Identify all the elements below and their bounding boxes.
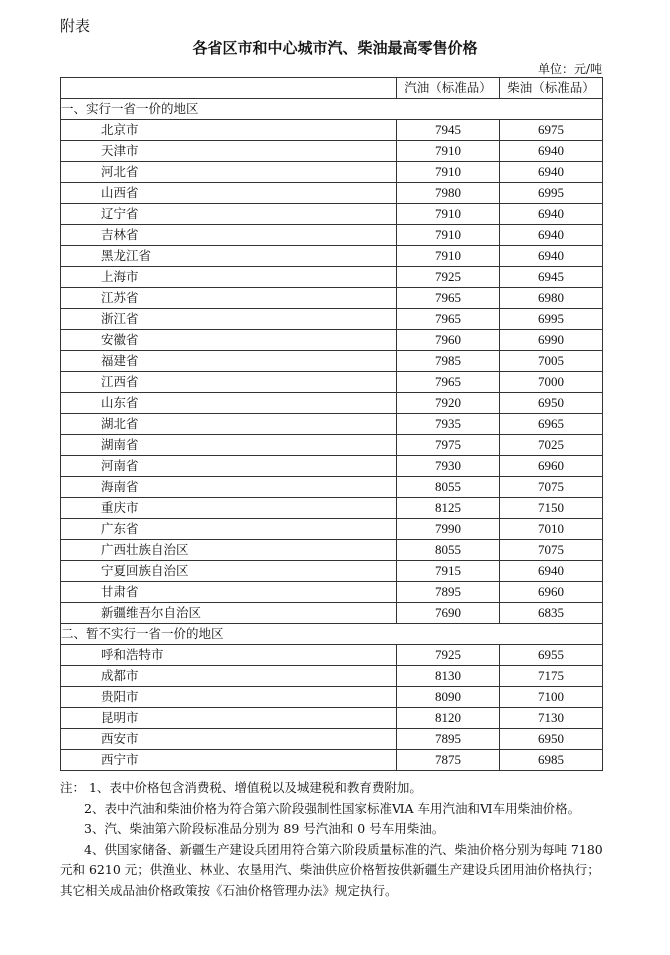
region-cell: 西安市: [61, 729, 397, 750]
region-cell: 宁夏回族自治区: [61, 561, 397, 582]
unit-label: 单位：元/吨: [537, 62, 602, 76]
diesel-price-cell: 7175: [500, 666, 603, 687]
diesel-price-cell: 6980: [500, 288, 603, 309]
gasoline-price-cell: 7960: [397, 330, 500, 351]
gasoline-price-cell: 7935: [397, 414, 500, 435]
gasoline-price-cell: 7895: [397, 729, 500, 750]
gasoline-price-cell: 7875: [397, 750, 500, 771]
diesel-price-cell: 6955: [500, 645, 603, 666]
region-cell: 吉林省: [61, 225, 397, 246]
note-1: 注： 1、表中价格包含消费税、增值税以及城建税和教育费附加。: [60, 780, 422, 795]
diesel-price-cell: 6940: [500, 561, 603, 582]
region-cell: 河南省: [61, 456, 397, 477]
gasoline-price-cell: 7925: [397, 267, 500, 288]
gasoline-price-cell: 8130: [397, 666, 500, 687]
table-row: [61, 351, 603, 372]
table-row: [61, 561, 603, 582]
diesel-price-cell: 6975: [500, 120, 603, 141]
region-cell: 甘肃省: [61, 582, 397, 603]
document-title: 各省区市和中心城市汽、柴油最高零售价格: [192, 39, 478, 57]
gasoline-price-cell: 7910: [397, 204, 500, 225]
region-cell: 湖北省: [61, 414, 397, 435]
table-body: [61, 99, 603, 771]
region-cell: 西宁市: [61, 750, 397, 771]
note-4: 4、供国家储备、新疆生产建设兵团用符合第六阶段质量标准的汽、柴油价格分别为每吨 7180 元和 6210 元；供渔业、林业、农垦用汽、柴油供应价格暂按供新疆生产建设兵团用油价格执行；其它相关成品油价格政策按《石油价格管理办法》规定执行。: [60, 841, 603, 898]
diesel-price-cell: 6940: [500, 162, 603, 183]
table-row: [61, 309, 603, 330]
region-cell: 重庆市: [61, 498, 397, 519]
header-diesel: 柴油（标准品）: [500, 78, 603, 99]
gasoline-price-cell: 7915: [397, 561, 500, 582]
gasoline-price-cell: 8055: [397, 477, 500, 498]
table-row: [61, 708, 603, 729]
header-gasoline: 汽油（标准品）: [397, 78, 500, 99]
diesel-price-cell: 6950: [500, 729, 603, 750]
gasoline-price-cell: 7985: [397, 351, 500, 372]
diesel-price-cell: 7130: [500, 708, 603, 729]
diesel-price-cell: 7075: [500, 477, 603, 498]
region-cell: 成都市: [61, 666, 397, 687]
region-cell: 江苏省: [61, 288, 397, 309]
region-cell: 天津市: [61, 141, 397, 162]
diesel-price-cell: 6940: [500, 141, 603, 162]
region-cell: 广西壮族自治区: [61, 540, 397, 561]
region-cell: 浙江省: [61, 309, 397, 330]
diesel-price-cell: 6945: [500, 267, 603, 288]
gasoline-price-cell: 7920: [397, 393, 500, 414]
diesel-price-cell: 7000: [500, 372, 603, 393]
appendix-label: 附表: [60, 17, 91, 35]
gasoline-price-cell: 7910: [397, 225, 500, 246]
table-row: [61, 372, 603, 393]
region-cell: 广东省: [61, 519, 397, 540]
region-cell: 福建省: [61, 351, 397, 372]
table-row: [61, 267, 603, 288]
region-cell: 山西省: [61, 183, 397, 204]
gasoline-price-cell: 7990: [397, 519, 500, 540]
table-row: [61, 540, 603, 561]
section-row-1: [61, 99, 603, 120]
gasoline-price-cell: 7690: [397, 603, 500, 624]
table-row: [61, 414, 603, 435]
gasoline-price-cell: 8120: [397, 708, 500, 729]
diesel-price-cell: 7150: [500, 498, 603, 519]
region-cell: 河北省: [61, 162, 397, 183]
table-row: [61, 246, 603, 267]
diesel-price-cell: 6990: [500, 330, 603, 351]
gasoline-price-cell: 7910: [397, 162, 500, 183]
gasoline-price-cell: 7980: [397, 183, 500, 204]
diesel-price-cell: 6940: [500, 246, 603, 267]
region-cell: 上海市: [61, 267, 397, 288]
gasoline-price-cell: 7965: [397, 288, 500, 309]
diesel-price-cell: 7075: [500, 540, 603, 561]
table-row: [61, 498, 603, 519]
diesel-price-cell: 7005: [500, 351, 603, 372]
gasoline-price-cell: 7925: [397, 645, 500, 666]
diesel-price-cell: 6940: [500, 204, 603, 225]
region-cell: 山东省: [61, 393, 397, 414]
table-row: [61, 183, 603, 204]
diesel-price-cell: 6995: [500, 309, 603, 330]
region-cell: 呼和浩特市: [61, 645, 397, 666]
table-header-row: [61, 78, 603, 99]
region-cell: 安徽省: [61, 330, 397, 351]
table-row: [61, 393, 603, 414]
diesel-price-cell: 6835: [500, 603, 603, 624]
table-row: [61, 603, 603, 624]
header-region: [61, 78, 397, 99]
diesel-price-cell: 6995: [500, 183, 603, 204]
region-cell: 北京市: [61, 120, 397, 141]
gasoline-price-cell: 7975: [397, 435, 500, 456]
table-row: [61, 330, 603, 351]
section-label-2: 二、暂不实行一省一价的地区: [61, 624, 603, 645]
diesel-price-cell: 6985: [500, 750, 603, 771]
table-row: [61, 162, 603, 183]
table-row: [61, 729, 603, 750]
diesel-price-cell: 6940: [500, 225, 603, 246]
region-cell: 湖南省: [61, 435, 397, 456]
table-row: [61, 666, 603, 687]
region-cell: 辽宁省: [61, 204, 397, 225]
table-row: [61, 477, 603, 498]
note-3: 3、汽、柴油第六阶段标准品分别为 89 号汽油和 0 号车用柴油。: [84, 821, 445, 836]
table-row: [61, 519, 603, 540]
diesel-price-cell: 7010: [500, 519, 603, 540]
section-row-2: [61, 624, 603, 645]
notes: [60, 778, 606, 901]
diesel-price-cell: 6950: [500, 393, 603, 414]
gasoline-price-cell: 7930: [397, 456, 500, 477]
table-row: [61, 204, 603, 225]
gasoline-price-cell: 7910: [397, 141, 500, 162]
section-label-1: 一、实行一省一价的地区: [61, 99, 603, 120]
table-row: [61, 750, 603, 771]
diesel-price-cell: 6960: [500, 456, 603, 477]
region-cell: 昆明市: [61, 708, 397, 729]
table-row: [61, 225, 603, 246]
gasoline-price-cell: 7895: [397, 582, 500, 603]
table-row: [61, 456, 603, 477]
table-row: [61, 288, 603, 309]
region-cell: 贵阳市: [61, 687, 397, 708]
region-cell: 海南省: [61, 477, 397, 498]
gasoline-price-cell: 7965: [397, 372, 500, 393]
gasoline-price-cell: 8055: [397, 540, 500, 561]
price-table: [60, 77, 603, 771]
gasoline-price-cell: 7945: [397, 120, 500, 141]
table-row: [61, 582, 603, 603]
note-2: 2、表中汽油和柴油价格为符合第六阶段强制性国家标准ⅥA 车用汽油和Ⅵ车用柴油价格。: [84, 800, 581, 816]
gasoline-price-cell: 7910: [397, 246, 500, 267]
diesel-price-cell: 7025: [500, 435, 603, 456]
gasoline-price-cell: 8090: [397, 687, 500, 708]
diesel-price-cell: 7100: [500, 687, 603, 708]
diesel-price-cell: 6960: [500, 582, 603, 603]
region-cell: 新疆维吾尔自治区: [61, 603, 397, 624]
gasoline-price-cell: 7965: [397, 309, 500, 330]
diesel-price-cell: 6965: [500, 414, 603, 435]
table-row: [61, 645, 603, 666]
region-cell: 江西省: [61, 372, 397, 393]
gasoline-price-cell: 8125: [397, 498, 500, 519]
region-cell: 黑龙江省: [61, 246, 397, 267]
table-row: [61, 141, 603, 162]
table-row: [61, 435, 603, 456]
table-row: [61, 120, 603, 141]
table-row: [61, 687, 603, 708]
